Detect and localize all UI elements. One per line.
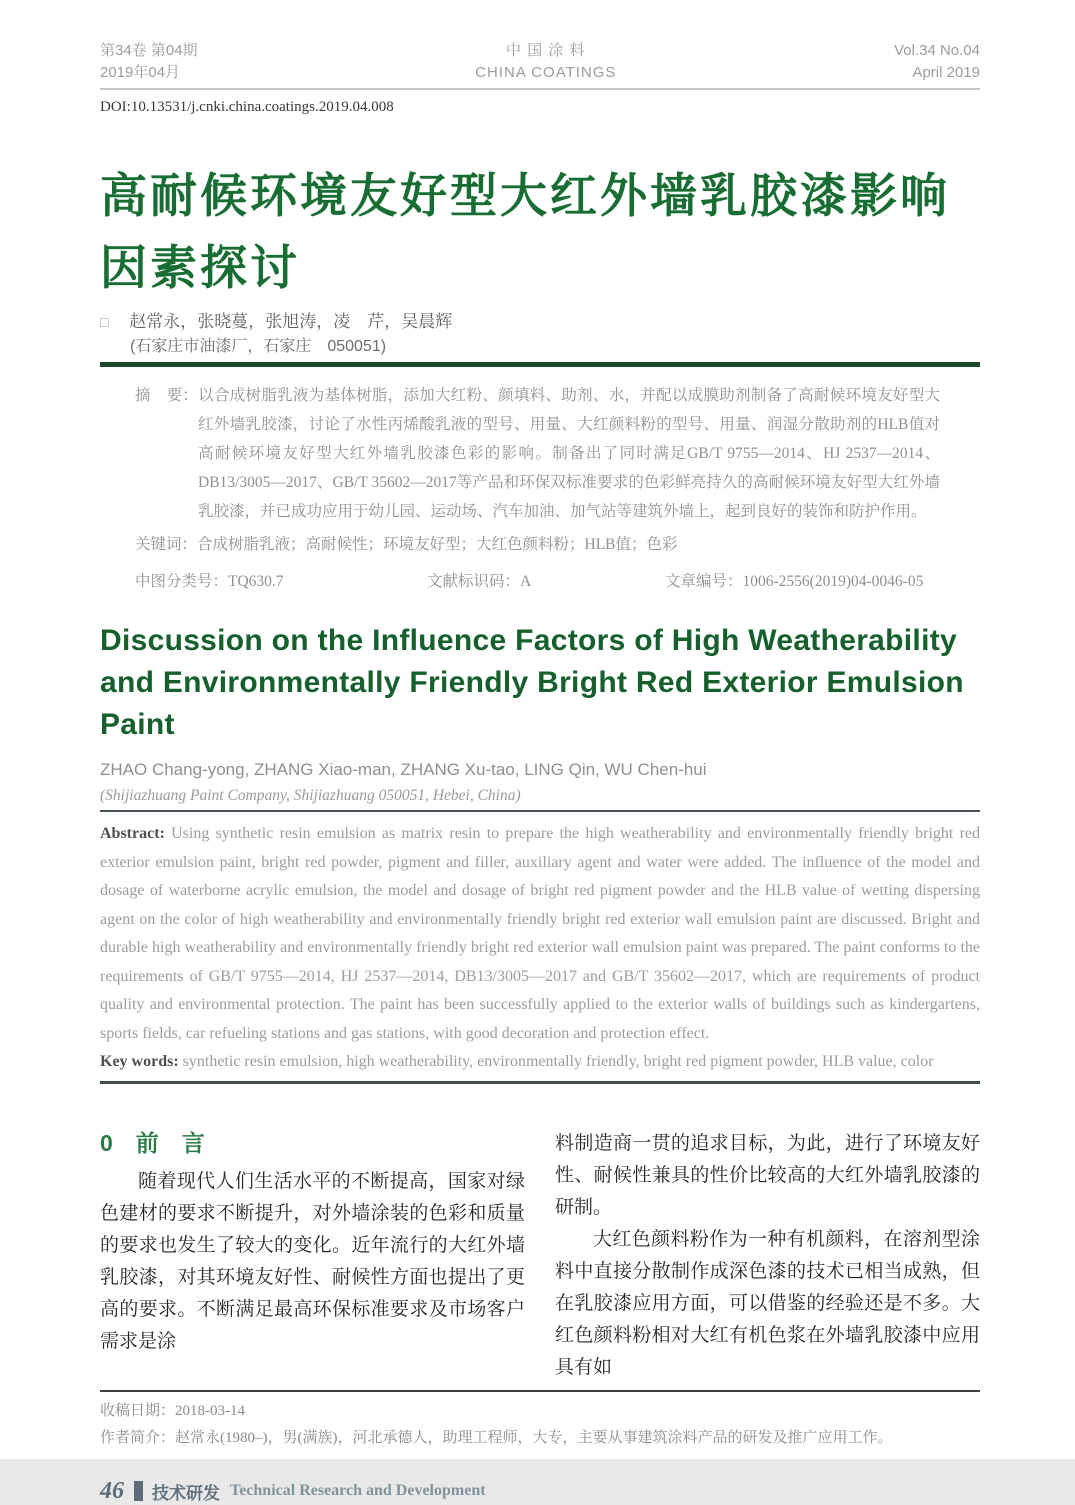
masthead-center [475,40,616,84]
article-id-item [665,567,923,596]
masthead [100,40,980,84]
authors-en: ZHAO Chang-yong, ZHANG Xiao-man, ZHANG Xu-tao, LING Qin, WU Chen-hui [100,760,707,779]
divider-above-abstract-en [100,810,980,812]
author-marker-icon: □ [100,314,109,330]
author-bio-label: 作者简介： [100,1429,176,1446]
page-number: 46 [100,1477,124,1504]
byline-cn [100,310,980,334]
abstract-cn-block [135,381,940,526]
doi-line: DOI:10.13531/j.cnki.china.coatings.2019.04.008 [100,99,394,115]
clc-value: TQ630.7 [228,573,284,590]
author-bio-text: 赵常永(1980–)，男(满族)，河北承德人，助理工程师，大专，主要从事建筑涂料产品的研发及推广应用工作。 [175,1429,893,1446]
journal-name-en: CHINA COATINGS [475,64,617,81]
keywords-cn-line [135,530,940,559]
article-id-value: 1006-2556(2019)04-0046-05 [742,573,924,590]
masthead-right [894,40,980,84]
footnote-divider [100,1390,980,1392]
journal-name-cn: 中 国 涂 料 [506,42,586,59]
divider-below-abstract-en [100,1081,980,1084]
body-columns [100,1128,980,1384]
abstract-cn-text: 以合成树脂乳液为基体树脂，添加大红粉、颜填料、助剂、水，并配以成膜助剂制备了高耐候环境友好型大红外墙乳胶漆，讨论了水性丙烯酸乳液的型号、用量、大红颜料粉的型号、用量、润湿分散助剂的HLB值对高耐候环境友好型大红外墙乳胶漆色彩的影响。制备出了同时满足GB/T 9755—2014、HJ 2537—2014、DB13/3005—2017、GB/T 35602—2017等产品和环保双标准要求的色彩鲜亮持久的高耐候环境友好型大红外墙乳胶漆，并已成功应用于幼儿园、运动场、汽车加油、加气站等建筑外墙上，起到良好的装饰和防护作用。 [198,387,940,520]
authors-cn: 赵常永，张晓蔓，张旭涛，凌 芹，吴晨辉 [129,312,453,331]
received-date-value: 2018-03-14 [175,1402,246,1419]
body-paragraph: 大红色颜料粉作为一种有机颜料，在溶剂型涂料中直接分散制作成深色漆的技术已相当成熟，但在乳胶漆应用方面，可以借鉴的经验还是不多。大红色颜料粉相对大红有机色浆在外墙乳胶漆中应用具有如 [555,1228,980,1378]
doc-code-value: A [520,573,532,590]
doc-code-item [427,567,665,596]
footer-section-en: Technical Research and Development [230,1482,486,1499]
masthead-divider [100,88,980,90]
body-paragraph: 料制造商一贯的追求目标，为此，进行了环境友好性、耐候性兼具的性价比较高的大红外墙乳胶漆的研制。 [555,1132,980,1218]
received-date-label: 收稿日期： [100,1402,176,1419]
keywords-en-label: Key words: [100,1053,179,1070]
abstract-cn-label: 摘 要： [135,387,199,404]
footer-bar-icon [134,1481,143,1501]
classification-row [135,567,940,596]
body-column-right [555,1128,980,1384]
accent-bar [100,362,980,367]
date-en: April 2019 [912,64,980,81]
author-bio-line [100,1425,980,1452]
abstract-en-label: Abstract: [100,825,165,842]
affiliation-en: (Shijiazhuang Paint Company, Shijiazhuang 050051, Hebei, China) [100,787,521,804]
date-cn: 2019年04月 [100,64,181,81]
article-id-label: 文章编号： [665,573,743,590]
abstract-cn [135,381,940,526]
affiliation-cn: (石家庄市油漆厂，石家庄 050051) [130,338,387,355]
article-title-cn-line1: 高耐候环境友好型大红外墙乳胶漆影响 [100,169,950,222]
footnotes [100,1398,980,1452]
abstract-en-text: Using synthetic resin emulsion as matrix resin to prepare the high weatherability and environmentally friendly bright red exterior emulsion paint, bright red powder, pigment and filler, auxiliary agent and water were added. The influence of the model and dosage of waterborne acrylic emulsion, the model and dosage of bright red pigment powder and the HLB value of wetting dispersing agent on the color of high weatherability and environmentally friendly bright red exterior wall emulsion paint are discussed. Bright and durable high weatherability and environmentally friendly bright red exterior wall emulsion paint was prepared. The paint conforms to the requirements of GB/T 9755—2014, HJ 2537—2014, DB13/3005—2017 and GB/T 35602—2017, which are requirements of product quality and environmental protection. The paint has been successfully applied to the exterior walls of buildings such as kindergartens, sports fields, car refueling stations and gas stations, with good decoration and protection effect. [100,825,980,1042]
body-paragraph: 随着现代人们生活水平的不断提高，国家对绿色建材的要求不断提升，对外墙涂装的色彩和质量的要求也发生了较大的变化。近年流行的大红外墙乳胶漆，对其环境友好性、耐候性方面也提出了更高的要求。不断满足最高环保标准要求及市场客户需求是涂 [100,1170,525,1352]
keywords-en-line [100,1048,980,1077]
article-title-en-line2: and Environmentally Friendly Bright Red Exterior Emulsion [100,666,964,699]
page-footer [100,1478,980,1505]
article-title-cn-line2: 因素探讨 [100,241,300,294]
volume-issue-en: Vol.34 No.04 [894,42,980,59]
section-heading-intro: 0 前 言 [100,1129,205,1156]
abstract-en [100,820,980,1048]
body-column-left [100,1128,525,1384]
article-title-cn [100,160,980,304]
masthead-left [100,40,198,84]
footer-section-cn: 技术研发 [152,1483,220,1503]
clc-label: 中图分类号： [135,573,229,590]
volume-issue-cn: 第34卷 第04期 [100,42,198,59]
keywords-en: synthetic resin emulsion, high weatherability, environmentally friendly, bright red pigment powder, HLB value, color [178,1053,934,1070]
article-title-en-line1: Discussion on the Influence Factors of High Weatherability [100,624,957,657]
doc-code-label: 文献标识码： [427,573,521,590]
article-title-en [100,620,980,746]
article-title-en-line3: Paint [100,708,175,741]
clc-item [135,567,427,596]
received-date-line [100,1398,980,1425]
keywords-cn: 合成树脂乳液；高耐候性；环境友好型；大红色颜料粉；HLB值；色彩 [197,536,678,553]
keywords-cn-label: 关键词： [135,536,198,553]
